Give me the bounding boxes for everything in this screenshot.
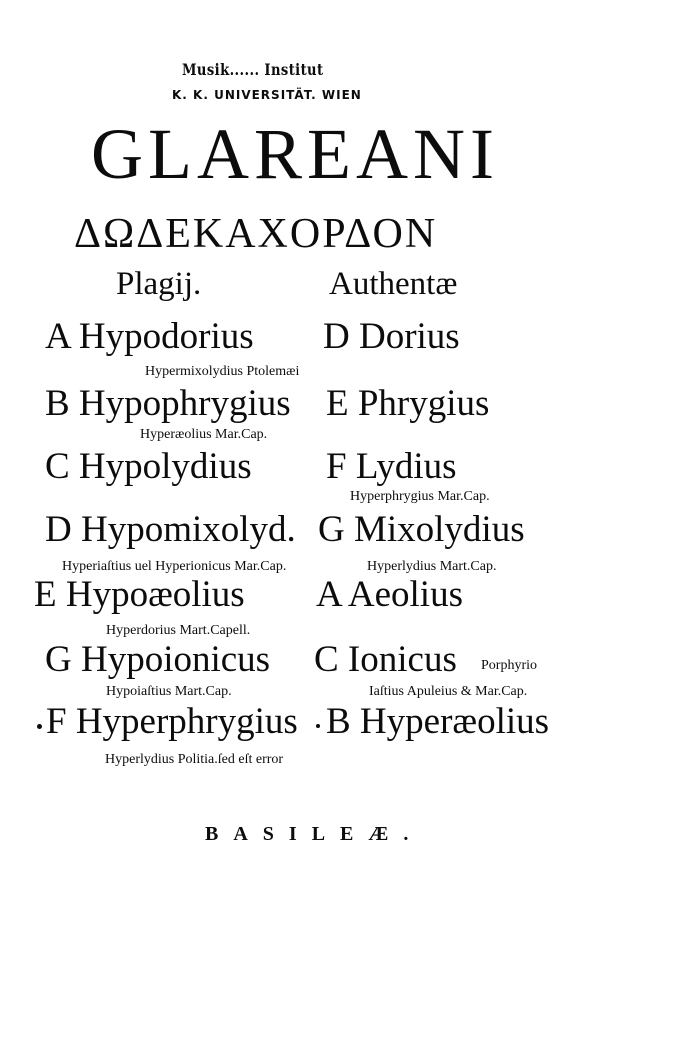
mode-note-4-left: Hyperiaſtius uel Hyperionicus Mar.Cap. [62,559,287,574]
mode-note-6-porphyrio: Porphyrio [481,658,537,673]
mode-note-7: Hyperlydius Politia.ſed eſt error [105,752,284,767]
mode-plagal-2: B Hypophrygius [45,383,291,424]
mode-plagal-5: E Hypoæolius [34,574,245,615]
mode-note-2: Hyperæolius Mar.Cap. [140,427,268,442]
column-heading-plagal: Plagij. [116,266,202,302]
mode-plagal-1: A Hypodorius [45,316,254,357]
mode-note-1: Hypermixolydius Ptolemæi [145,364,300,379]
library-stamp-line2: K. K. UNIVERSITÄT. WIEN [172,88,362,102]
greek-title: ΔΩΔΕΚΑΧΟΡΔΟΝ [74,211,438,257]
mode-plagal-6: G Hypoionicus [45,639,271,680]
mode-authentic-6: C Ionicus [314,639,457,680]
mode-plagal-7: F Hyperphrygius [46,701,298,742]
mode-authentic-7: B Hyperæolius [326,701,550,742]
page-title: GLAREANI [91,114,499,194]
mode-authentic-5: A Aeolius [316,574,463,615]
printer-mark-dot-left [37,724,42,729]
printer-mark-dot-right [316,724,320,728]
column-heading-authentic: Authentæ [329,266,458,302]
mode-plagal-4: D Hypomixolyd. [45,509,296,550]
mode-note-4-right: Hyperlydius Mart.Cap. [367,559,497,574]
mode-authentic-1: D Dorius [323,316,460,357]
mode-authentic-3: F Lydius [326,446,457,487]
mode-note-6-right: Iaſtius Apuleius & Mar.Cap. [369,684,528,699]
mode-note-3: Hyperphrygius Mar.Cap. [350,489,490,504]
mode-authentic-4: G Mixolydius [318,509,525,550]
imprint: BASILEÆ. [205,823,424,845]
mode-note-6-left: Hypoiaſtius Mart.Cap. [106,684,232,699]
mode-note-5: Hyperdorius Mart.Capell. [106,623,251,638]
library-stamp-line1: Musik...... Institut [182,60,324,79]
mode-plagal-3: C Hypolydius [45,446,252,487]
mode-authentic-2: E Phrygius [326,383,490,424]
